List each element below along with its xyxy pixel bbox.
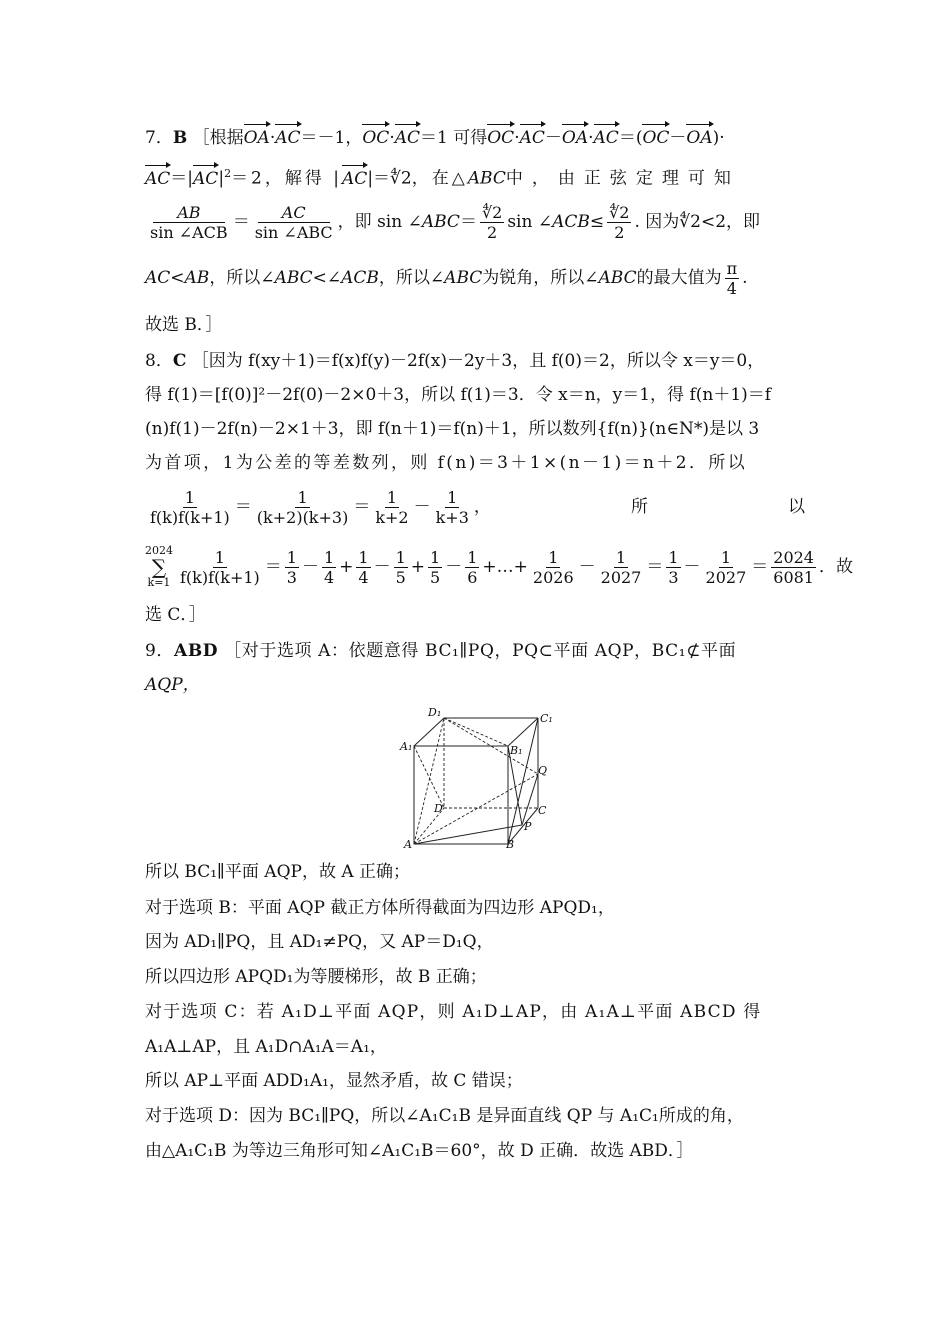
q9-text-1: 所以 BC₁∥平面 AQP，故 A 正确； [145,862,411,882]
q9-text-8: 对于选项 D：因为 BC₁∥PQ，所以∠A₁C₁B 是异面直线 QP 与 A₁C₁所成的角， [145,1106,744,1126]
fraction: $\frac{AB}{\text{sin ∠ACB}}$ [150,202,228,242]
q9-line-1: 9．ABD ［对于选项 A：依题意得 BC₁∥PQ，PQ⊂平面 AQP，BC₁⊄平面 [145,641,737,661]
vector-AC: AC [275,128,301,148]
q7-line-4: AC<AB ，所以∠ ABC<∠ACB ，所以∠ ABC 为锐角，所以∠ ABC 的最大值为 $\frac{\pi}{4}$ . [145,258,748,298]
q8-line-4: 为首项，1为公差的等差数列，则 f(n)＝3＋1×(n－1)＝n＋2．所以 [145,453,748,473]
label-B: B [506,838,515,851]
q8-line-3: (n)f(1)－2f(n)－2×1＋3，即 f(n＋1)＝f(n)＋1，所以数列{f(n)}(n∈N*)是以 3 [145,419,760,439]
q8-line-6: 2024 ∑ k=1 $\frac{1}{f(k)f(k+1)}$ ＝ $\frac{1}{3}$ － $\frac{1}{4}$ + $\frac{1}{4}$ － $\frac{1}{5}$ + $\frac{1}{5}$ － $\frac{1}{6}$ +…+ $\frac{1}{2026}$ － $\frac{1}{2027}$ ＝ $\frac{1}{3}$ － $\frac{1}{2027}$ ＝ $\frac{2024}{6081}$ ． 故 [145,544,853,589]
fraction: $\frac{1}{f(k)f(k+1)}$ [150,487,230,527]
diagonal-A1D [414,746,444,808]
cube-edge [414,718,444,746]
line-BC1 [508,718,538,844]
q9-text-7: 所以 AP⊥平面 ADD₁A₁，显然矛盾，故 C 错误； [145,1071,523,1091]
q8-line-7: 选 C．］ [145,605,206,625]
q9-line-2: AQP， [145,675,200,695]
label-P: P [524,820,532,833]
fraction: $\frac{∜2}{2}$ [481,202,503,242]
q7-line-3: $\frac{AB}{\text{sin ∠ACB}}$ ＝ $\frac{AC}{\text{sin ∠ABC}}$ ，即 sin ∠ ABC ＝ $\frac{∜2}{2}$ sin ∠ ACB ≤ $\frac{∜2}{2}$ . 因为 ∜2 <2，即 [150,202,761,242]
q9-text-9: 由△A₁C₁B 为等边三角形可知∠A₁C₁B＝60°，故 D 正确．故选 ABD．］ [145,1141,694,1161]
cube-diagram [398,704,558,852]
q7-line-2: $AC=|AC|^2=2$，解得 |AC|＝∜2，在△ABC中，由正弦定理可知 [145,167,740,189]
label-C1: C₁ [540,712,553,725]
cube-front-face [414,746,508,844]
q9-text-3: 因为 AD₁∥PQ，且 AD₁≠PQ，又 AP＝D₁Q， [145,932,494,952]
label-D1: D₁ [428,706,442,719]
q8-line-1: 8．C ［因为 f(xy＋1)＝f(x)f(y)－2f(x)－2y＋3，且 f(0)＝2，所以令 x＝y＝0， [145,351,765,371]
q7-answer: B [172,128,188,148]
label-A: A [404,838,412,851]
label-C: C [538,804,547,817]
diagonal-AD1 [414,718,444,844]
summation: 2024 ∑ k=1 [145,544,173,589]
fraction: $\frac{\pi}{4}$ [726,258,738,298]
line-D1B [444,718,508,746]
fraction: $\frac{∜2}{2}$ [609,202,630,242]
label-D: D [434,802,443,815]
q9-text-5: 对于选项 C：若 A₁D⊥平面 AQP，则 A₁D⊥AP，由 A₁A⊥平面 ABCD 得 [145,1002,762,1022]
label-A1: A₁ [400,740,413,753]
label-Q: Q [538,764,548,777]
q8-answer: C [172,351,187,371]
cube-edge [508,718,538,746]
q7-line-5: 故选 B．］ [145,315,223,335]
fraction: $\frac{1}{k+3}$ [435,487,469,527]
q9-text-6: A₁A⊥AP，且 A₁D∩A₁A＝A₁， [145,1037,387,1057]
label-B1: B₁ [510,744,523,757]
q7-line-1: 7．B ［根据OA·AC＝－1，OC·AC＝1 可得OC·AC－OA·AC＝(OC－OA)· [145,128,725,148]
q8-line-2: 得 f(1)＝[f(0)]²－2f(0)－2×0＋3，所以 f(1)＝3．令 x＝n，y＝1，得 f(n＋1)＝f [145,385,772,405]
fraction: $\frac{1}{k+2}$ [375,487,409,527]
fraction: $\frac{AC}{\text{sin ∠ABC}}$ [254,202,333,242]
q9-text-4: 所以四边形 APQD₁为等腰梯形，故 B 正确； [145,967,487,987]
fraction: $\frac{1}{(k+2)(k+3)}$ [256,487,349,527]
q9-answer: ABD [174,641,219,661]
vector-OA: OA [243,128,270,148]
q8-line-5: $\frac{1}{f(k)f(k+1)}$ ＝ $\frac{1}{(k+2)(k+3)}$ ＝ $\frac{1}{k+2}$ － $\frac{1}{k+3}$ ， 所 以 [150,487,806,527]
q9-text-2: 对于选项 B：平面 AQP 截正方体所得截面为四边形 APQD₁， [145,898,615,918]
